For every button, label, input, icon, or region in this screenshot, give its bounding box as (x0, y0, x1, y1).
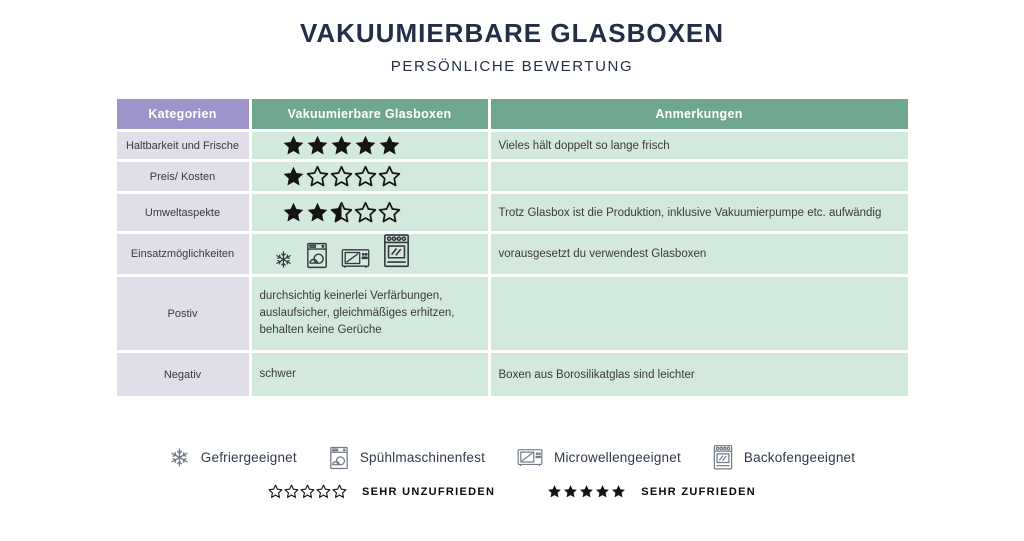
column-header-product: Vakuumierbare Glasboxen (252, 99, 488, 129)
column-header-categories: Kategorien (117, 99, 249, 129)
category-cell-umwelt: Umweltaspekte (117, 194, 249, 231)
microwave-icon (341, 248, 370, 272)
scale-item-zufrieden (547, 484, 756, 499)
legend-label: Backofengeeignet (743, 450, 856, 465)
scale-label: SEHR UNZUFRIEDEN (361, 485, 496, 498)
note-cell-preis (491, 162, 908, 191)
category-cell-einsatz: Einsatzmöglichkeiten (117, 234, 249, 274)
oven-icon (383, 233, 410, 272)
page-subtitle: PERSÖNLICHE BEWERTUNG (390, 58, 634, 75)
icon-legend (0, 444, 1024, 471)
dishwasher-icon (306, 242, 328, 272)
scale-item-unzufrieden (268, 484, 495, 499)
legend-item-microwave (517, 448, 681, 467)
oven-icon (713, 444, 733, 471)
category-cell-haltbarkeit: Haltbarkeit und Frische (117, 132, 249, 159)
page-title: VAKUUMIERBARE GLASBOXEN (299, 18, 725, 48)
suitability-icons (252, 234, 488, 274)
note-cell-umwelt: Trotz Glasbox ist die Produktion, inklusive Vakuumierpumpe etc. aufwändig (491, 194, 908, 231)
column-header-notes: Anmerkungen (491, 99, 908, 129)
legend-label: Spühlmaschinenfest (359, 450, 486, 465)
category-cell-preis: Preis/ Kosten (117, 162, 249, 191)
rating-stars-umwelt (252, 194, 488, 231)
note-cell-negativ: Boxen aus Borosilikatglas sind leichter (491, 353, 908, 396)
freezer-icon (274, 250, 293, 272)
dishwasher-icon (329, 446, 349, 470)
note-cell-haltbarkeit: Vieles hält doppelt so lange frisch (491, 132, 908, 159)
empty-stars-icon (268, 484, 347, 499)
page-header (0, 18, 1024, 75)
legend-label: Gefriergeeignet (200, 450, 297, 465)
note-cell-positiv (491, 277, 908, 350)
category-cell-negativ: Negativ (117, 353, 249, 396)
star-scale-legend (0, 484, 1024, 499)
note-cell-einsatz: vorausgesetzt du verwendest Glasboxen (491, 234, 908, 274)
legend-item-freezer (169, 447, 297, 468)
rating-table (117, 99, 908, 396)
legend-label: Microwellengeeignet (554, 450, 681, 465)
legend-item-oven (713, 444, 855, 471)
legend-item-dishwasher (329, 446, 485, 470)
category-cell-positiv: Postiv (117, 277, 249, 350)
freezer-icon (169, 447, 190, 468)
rating-stars-haltbarkeit (252, 132, 488, 159)
text-cell-positiv: durchsichtig keinerlei Verfärbungen, auslaufsicher, gleichmäßiges erhitzen, behalten keine Gerüche (252, 277, 488, 350)
full-stars-icon (547, 484, 626, 499)
scale-label: SEHR ZUFRIEDEN (641, 485, 756, 498)
microwave-icon (517, 448, 543, 467)
rating-stars-preis (252, 162, 488, 191)
text-cell-negativ: schwer (252, 353, 488, 396)
